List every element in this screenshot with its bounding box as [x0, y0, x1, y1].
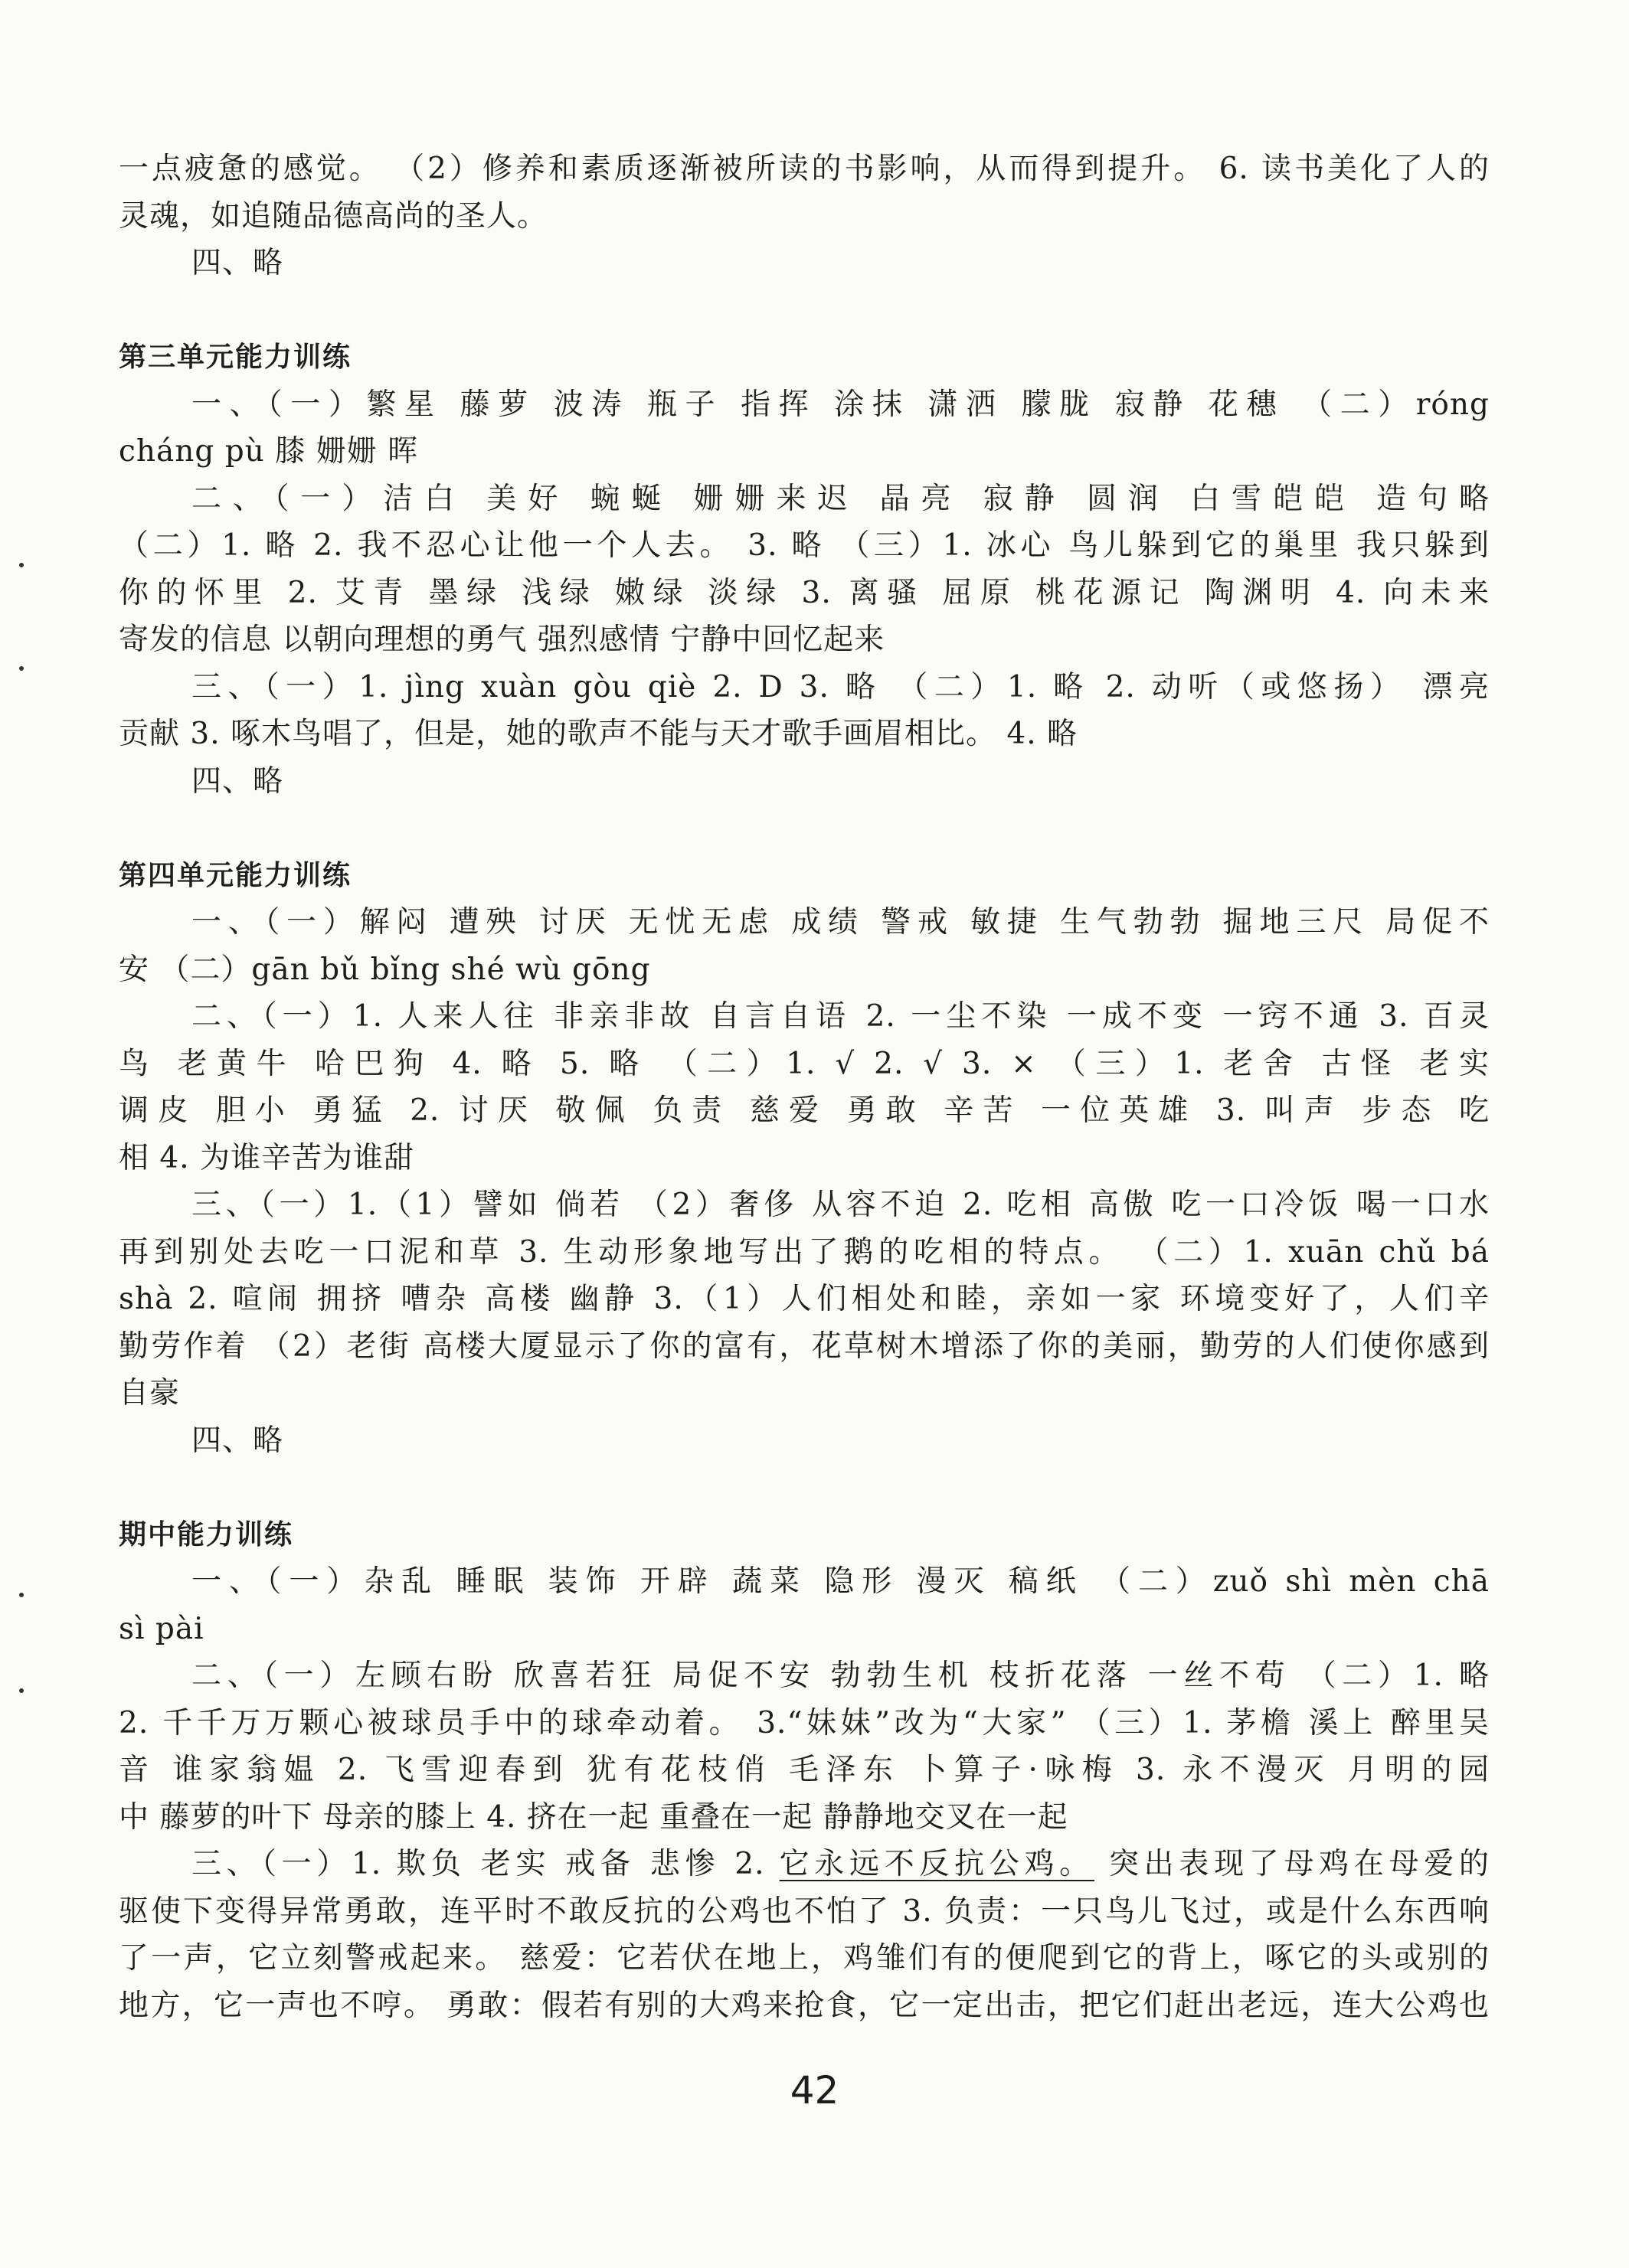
text-segment: 三、（一）1. jìng xuàn gòu qiè 2. D 3. 略 （二）1. 略 2. 动听（或悠扬） 漂亮 — [191, 669, 1490, 704]
page-content — [119, 145, 1490, 2029]
text-line — [119, 1041, 1490, 1088]
text-line — [119, 664, 1490, 711]
text-segment: 再到别处去吃一口泥和草 3. 生动形象地写出了鹅的吃相的特点。 （二）1. xuān chǔ bá — [119, 1234, 1490, 1270]
text-line — [119, 381, 1490, 429]
text-segment: 四、略 — [191, 1423, 284, 1458]
text-line — [119, 145, 1490, 193]
text-line — [119, 1229, 1490, 1276]
text-segment: 调皮 胆小 勇猛 2. 讨厌 敬佩 负责 慈爱 勇敢 辛苦 一位英雄 3. 叫声 步态 吃 — [119, 1093, 1490, 1128]
scan-speck — [19, 666, 24, 671]
text-segment: 自豪 — [119, 1376, 181, 1410]
text-line — [119, 946, 1490, 994]
text-line — [119, 993, 1490, 1041]
text-segment: 二、（一）洁白 美好 蜿蜒 姗姗来迟 晶亮 寂静 圆润 白雪皑皑 造句略 — [191, 481, 1490, 516]
section-gap — [119, 805, 1490, 852]
text-segment: 安 （二）gān bǔ bǐng shé wù gōng — [119, 952, 651, 987]
text-segment: 音 谁家翁媪 2. 飞雪迎春到 犹有花枝俏 毛泽东 卜算子·咏梅 3. 永不漫灭 月明的园 — [119, 1753, 1490, 1787]
text-line — [119, 1888, 1490, 1936]
text-segment: 一、（一）解闷 遭殃 讨厌 无忧无虑 成绩 警戒 敏捷 生气勃勃 掘地三尺 局促不 — [191, 905, 1490, 940]
text-segment: 三、（一）1. 欺负 老实 戒备 悲惨 2. — [191, 1847, 780, 1881]
text-line — [119, 1935, 1490, 1982]
text-line — [119, 240, 1490, 287]
text-segment: 二、（一）左顾右盼 欣喜若狂 局促不安 勃勃生机 枝折花落 一丝不苟 （二）1. 略 — [191, 1659, 1490, 1693]
text-segment: 你的怀里 2. 艾青 墨绿 浅绿 嫩绿 淡绿 3. 离骚 屈原 桃花源记 陶渊明 4. 向未来 — [119, 575, 1490, 610]
text-segment: 灵魂，如追随品德高尚的圣人。 — [119, 198, 548, 234]
text-line — [119, 1747, 1490, 1794]
text-segment: 地方，它一声也不哼。 勇敢：假若有别的大鸡来抢食，它一定出击，把它们赶出老远，连大公鸡也 — [119, 1988, 1490, 2023]
text-line — [119, 1087, 1490, 1135]
text-segment: cháng pù 膝 姗姗 晖 — [119, 434, 418, 469]
scan-speck — [19, 1688, 24, 1693]
scan-speck — [19, 1593, 24, 1597]
text-line — [119, 193, 1490, 240]
text-segment: 二、（一）1. 人来人往 非亲非故 自言自语 2. 一尘不染 一成不变 一窍不通 3. 百灵 — [191, 999, 1490, 1034]
text-line — [119, 711, 1490, 758]
text-segment: 2. 千千万万颗心被球员手中的球牵动着。 3.“妹妹”改为“大家” （三）1. 茅檐 溪上 醉里吴 — [119, 1705, 1490, 1740]
text-line — [119, 1135, 1490, 1182]
text-line — [119, 1181, 1490, 1229]
text-line — [119, 475, 1490, 523]
text-segment: 一点疲惫的感觉。 （2）修养和素质逐渐被所读的书影响，从而得到提升。 6. 读书美化了人的 — [119, 152, 1490, 186]
text-segment: sì pài — [119, 1611, 204, 1646]
underlined-answer: 它永远不反抗公鸡。 — [779, 1847, 1094, 1881]
text-line — [119, 1700, 1490, 1747]
text-segment: 三、（一）1.（1）譬如 倘若 （2）奢侈 从容不迫 2. 吃相 高傲 吃一口冷饭 喝一口水 — [191, 1188, 1490, 1222]
text-line — [119, 570, 1490, 617]
text-line — [119, 1370, 1490, 1417]
text-segment: 相 4. 为谁辛苦为谁甜 — [119, 1140, 415, 1175]
text-segment: 了一声，它立刻警戒起来。 慈爱：它若伏在地上，鸡雏们有的便爬到它的背上，啄它的头或别的 — [119, 1941, 1490, 1976]
section-heading: 第三单元能力训练 — [119, 342, 352, 373]
section-gap — [119, 1464, 1490, 1511]
text-line — [119, 1982, 1490, 2030]
text-segment: 中 藤萝的叶下 母亲的膝上 4. 挤在一起 重叠在一起 静静地交叉在一起 — [119, 1799, 1068, 1835]
text-line — [119, 1417, 1490, 1465]
text-line — [119, 1606, 1490, 1653]
section-heading: 第四单元能力训练 — [119, 859, 352, 891]
section-gap — [119, 287, 1490, 335]
text-segment: 贡献 3. 啄木鸟唱了，但是，她的歌声不能与天才歌手画眉相比。 4. 略 — [119, 717, 1078, 751]
section-heading: 期中能力训练 — [119, 1518, 294, 1551]
text-line — [119, 1652, 1490, 1700]
text-line — [119, 1276, 1490, 1323]
page-number: 42 — [790, 2068, 839, 2113]
text-line — [119, 616, 1490, 664]
text-line — [119, 1841, 1490, 1888]
text-line — [119, 1558, 1490, 1606]
text-line — [119, 758, 1490, 806]
text-segment: 驱使下变得异常勇敢，连平时不敢反抗的公鸡也不怕了 3. 负责：一只鸟儿飞过，或是什么东西响 — [119, 1894, 1490, 1929]
text-segment: 突出表现了母鸡在母爱的 — [1094, 1847, 1490, 1881]
text-segment: 一、（一）繁星 藤萝 波涛 瓶子 指挥 涂抹 潇洒 朦胧 寂静 花穗 （二）róng — [191, 387, 1490, 422]
text-line — [119, 428, 1490, 475]
text-segment: 一、（一）杂乱 睡眠 装饰 开辟 蔬菜 隐形 漫灭 稿纸 （二）zuǒ shì mèn chā — [191, 1564, 1490, 1599]
scan-speck — [19, 563, 24, 567]
text-segment: （二）1. 略 2. 我不忍心让他一个人去。 3. 略 （三）1. 冰心 鸟儿躲到它的巢里 我只躲到 — [119, 528, 1490, 563]
text-line — [119, 899, 1490, 946]
text-line — [119, 1323, 1490, 1371]
text-segment: shà 2. 喧闹 拥挤 嘈杂 高楼 幽静 3.（1）人们相处和睦，亲如一家 环境变好了，人们辛 — [119, 1282, 1490, 1316]
text-segment: 鸟 老黄牛 哈巴狗 4. 略 5. 略 （二）1. √ 2. √ 3. × （三）1. 老舍 古怪 老实 — [119, 1046, 1490, 1081]
text-line — [119, 522, 1490, 570]
text-line — [119, 1794, 1490, 1842]
text-segment: 四、略 — [191, 763, 284, 799]
text-segment: 勤劳作着 （2）老街 高楼大厦显示了你的富有，花草树木增添了你的美丽，勤劳的人们使你感到 — [119, 1328, 1490, 1364]
text-segment: 寄发的信息 以朝向理想的勇气 强烈感情 宁静中回忆起来 — [119, 623, 885, 657]
text-segment: 四、略 — [191, 246, 284, 280]
